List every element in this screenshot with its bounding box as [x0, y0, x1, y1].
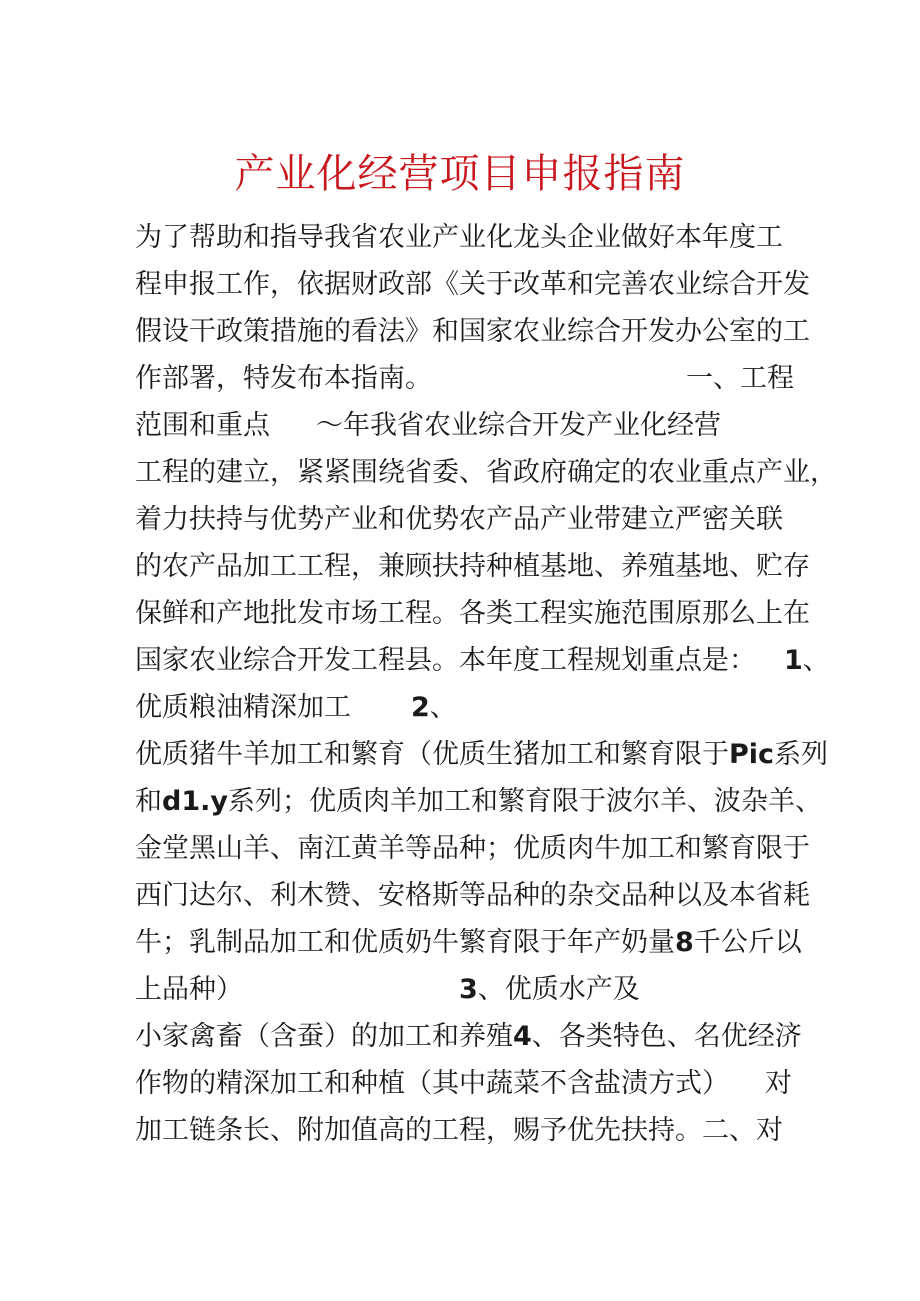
- document-title: 产业化经营项目申报指南: [234, 151, 686, 197]
- paragraph-line: 工程的建立，紧紧围绕省委、省政府确定的农业重点产业，: [135, 457, 837, 488]
- paragraph-line: 上品种） 3、优质水产及: [135, 974, 640, 1005]
- paragraph-line: 金堂黑山羊、南江黄羊等品种；优质肉牛加工和繁育限于: [135, 833, 810, 864]
- paragraph-line: 牛；乳制品加工和优质奶牛繁育限于年产奶量8千公斤以: [135, 927, 802, 958]
- paragraph-line: 作部署，特发布本指南。 一、工程: [135, 363, 794, 394]
- paragraph-line: 范围和重点 ～年我省农业综合开发产业化经营: [135, 410, 721, 441]
- paragraph-line: 着力扶持与优势产业和优势农产品产业带建立严密关联: [135, 504, 783, 535]
- paragraph-line: 国家农业综合开发工程县。本年度工程规划重点是： 1、: [135, 645, 830, 676]
- paragraph-line: 优质粮油精深加工 2、: [135, 692, 457, 723]
- paragraph-line: 程申报工作，依据财政部《关于改革和完善农业综合开发: [135, 269, 810, 300]
- paragraph-line: 的农产品加工工程，兼顾扶持种植基地、养殖基地、贮存: [135, 551, 810, 582]
- paragraph-line: 优质猪牛羊加工和繁育（优质生猪加工和繁育限于Pic系列: [135, 739, 829, 770]
- paragraph-line: 西门达尔、利木赞、安格斯等品种的杂交品种以及本省耗: [135, 880, 810, 911]
- paragraph-line: 为了帮助和指导我省农业产业化龙头企业做好本年度工: [135, 222, 783, 253]
- paragraph-line: 保鲜和产地批发市场工程。各类工程实施范围原那么上在: [135, 598, 810, 629]
- paragraph-line: 小家禽畜（含蚕）的加工和养殖4、各类特色、名优经济: [135, 1021, 802, 1052]
- paragraph-line: 作物的精深加工和种植（其中蔬菜不含盐渍方式） 对: [135, 1068, 792, 1099]
- paragraph-line: 加工链条长、附加值高的工程，赐予优先扶持。二、对: [135, 1115, 783, 1146]
- paragraph-line: 和d1.y系列；优质肉羊加工和繁育限于波尔羊、波杂羊、: [135, 786, 822, 817]
- paragraph-line: 假设干政策措施的看法》和国家农业综合开发办公室的工: [135, 316, 810, 347]
